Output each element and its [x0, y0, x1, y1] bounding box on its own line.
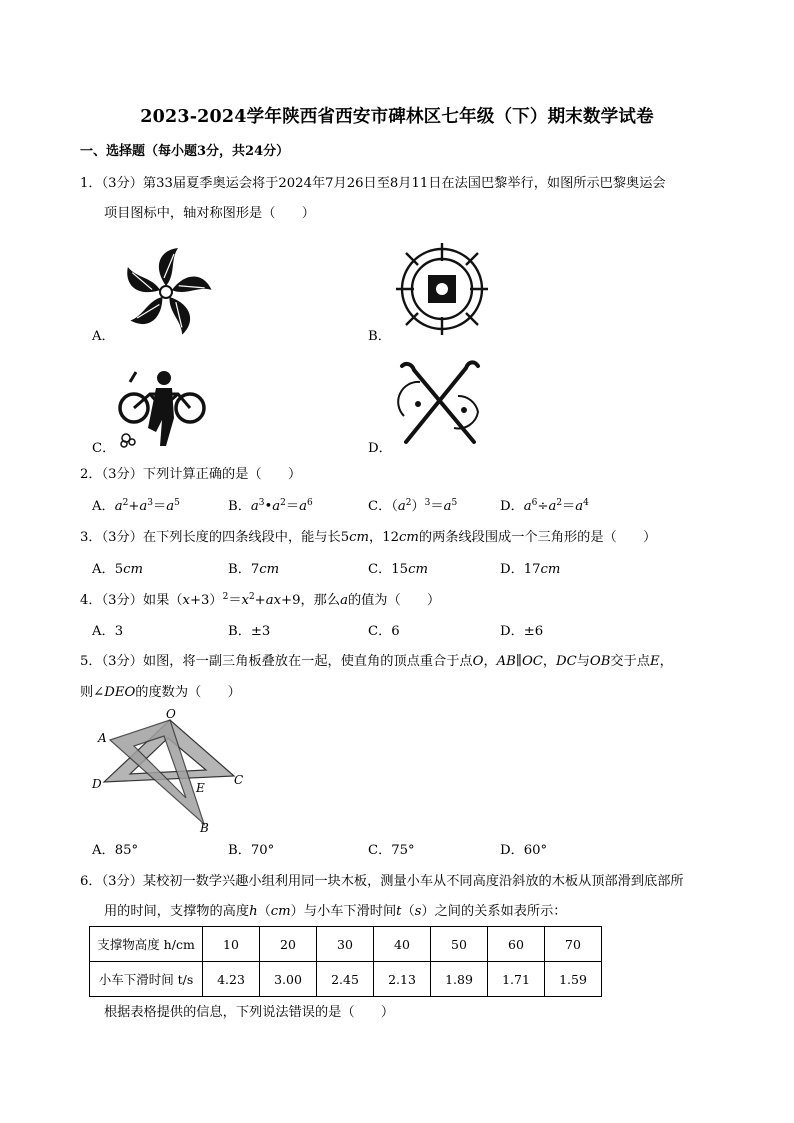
- table-cell: 50: [431, 927, 488, 962]
- label-c: C: [234, 773, 244, 787]
- data-table: [89, 926, 602, 997]
- q5-line1: 5．（3分）如图，将一副三角板叠放在一起，使直角的顶点重合于点O，AB∥OC，DC与OB交于点E，: [80, 654, 673, 669]
- q2-stem: 2．（3分）下列计算正确的是（ ）: [80, 467, 302, 482]
- q1-line2: 项目图标中，轴对称图形是（ ）: [104, 206, 315, 221]
- q2-option-c: C．$(a^2)^3=a^5$: [368, 498, 458, 514]
- table-cell: 2.45: [317, 962, 374, 997]
- table-cell: 支撑物高度 h/cm: [90, 927, 203, 962]
- q5-option-b: B．70°: [228, 843, 275, 858]
- q5-line2: 则∠DEO的度数为（ ）: [80, 685, 241, 700]
- q4-option-d: D．±6: [500, 624, 544, 639]
- q2-option-d: D．$a^6\div a^2=a^4$: [500, 498, 589, 514]
- table-cell: 40: [374, 927, 431, 962]
- q2-option-a: A．$a^2+a^3=a^5$: [92, 498, 180, 514]
- q3-option-d: D．17cm: [500, 562, 561, 577]
- q6-line2: 用的时间，支撑物的高度h（cm）与小车下滑时间t（s）之间的关系如表所示：: [104, 904, 567, 919]
- table-cell: 2.13: [374, 962, 431, 997]
- q1-option-b: B．: [368, 329, 391, 344]
- label-b: B: [200, 821, 209, 835]
- table-cell: 20: [260, 927, 317, 962]
- table-cell: 4.23: [203, 962, 260, 997]
- label-a: A: [98, 731, 107, 745]
- q1-option-a: A．: [92, 329, 115, 344]
- q1-option-d: D．: [368, 441, 392, 456]
- q5-option-c: C．75°: [368, 843, 415, 858]
- q6-followup: 根据表格提供的信息，下列说法错误的是（ ）: [104, 1005, 395, 1020]
- q1-option-c: C．: [92, 441, 116, 456]
- q4-option-a: A．3: [92, 624, 124, 639]
- table-cell: 30: [317, 927, 374, 962]
- q5-option-d: D．60°: [500, 843, 548, 858]
- table-cell: 1.59: [545, 962, 602, 997]
- section-heading: 一、选择题（每小题3分，共24分）: [80, 144, 290, 159]
- table-cell: 小车下滑时间 t/s: [90, 962, 203, 997]
- q3-option-b: B．7cm: [228, 562, 280, 577]
- hockey-sticks-icon: [392, 356, 488, 452]
- label-d: D: [92, 777, 102, 791]
- table-row: [90, 927, 602, 962]
- q2-option-b: B．$a^3•a^2=a^6$: [228, 498, 313, 514]
- q6-line1: 6．（3分）某校初一数学兴趣小组利用同一块木板，测量小车从不同高度沿斜放的木板从顶部滑到底部所: [80, 874, 684, 889]
- table-cell: 1.89: [431, 962, 488, 997]
- set-squares-figure: [88, 706, 258, 836]
- q3-stem: 3．（3分）在下列长度的四条线段中，能与长5cm，12cm的两条线段围成一个三角形的是（ ）: [80, 530, 657, 545]
- pinwheel-icon: [118, 246, 214, 338]
- label-e: E: [196, 781, 205, 795]
- q4-option-c: C．6: [368, 624, 400, 639]
- table-cell: 10: [203, 927, 260, 962]
- q3-option-a: A．5cm: [92, 562, 144, 577]
- q3-option-c: C．15cm: [368, 562, 428, 577]
- label-o: O: [166, 707, 176, 721]
- q4-option-b: B．±3: [228, 624, 271, 639]
- table-cell: 60: [488, 927, 545, 962]
- q5-option-a: A．85°: [92, 843, 139, 858]
- target-icon: [394, 241, 490, 337]
- page-title: 2023-2024学年陕西省西安市碑林区七年级（下）期末数学试卷: [140, 107, 654, 127]
- cyclist-icon: [116, 368, 212, 452]
- table-row: [90, 962, 602, 997]
- q1-line1: 1．（3分）第33届夏季奥运会将于2024年7月26日至8月11日在法国巴黎举行，如图所示巴黎奥运会: [80, 176, 666, 191]
- table-cell: 3.00: [260, 962, 317, 997]
- q4-stem: 4．（3分）如果$(x+3)^2=x^2+ax+9$，那么a的值为（ ）: [80, 592, 441, 608]
- table-cell: 1.71: [488, 962, 545, 997]
- table-cell: 70: [545, 927, 602, 962]
